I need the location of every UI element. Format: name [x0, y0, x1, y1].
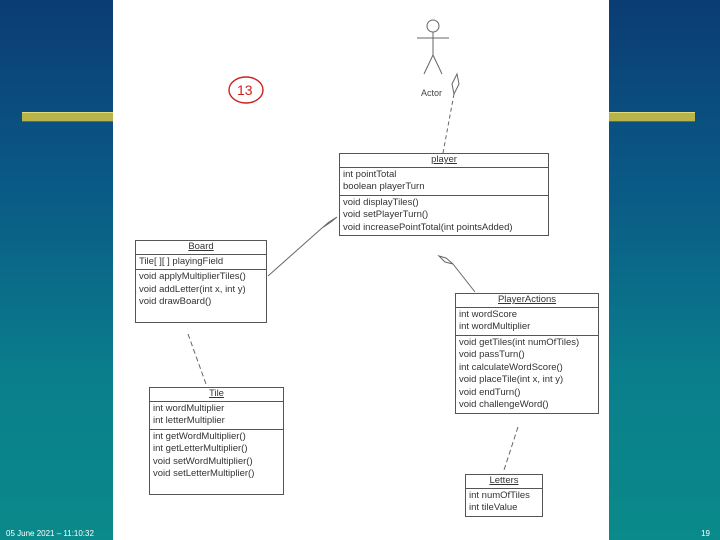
- methods-section: [456, 336, 598, 413]
- actor-left-leg: [424, 55, 433, 74]
- method: void setPlayerTurn(): [343, 209, 429, 220]
- actor-player-link: [443, 94, 454, 153]
- playeractions-letters-link: [504, 427, 518, 470]
- method: int calculateWordScore(): [459, 361, 563, 373]
- attributes-section: [456, 308, 598, 336]
- method-empty: [139, 309, 263, 321]
- class-board: [135, 240, 267, 323]
- method: void setLetterMultiplier(): [153, 468, 255, 479]
- methods-section: [136, 270, 266, 322]
- class-name: Letters: [466, 475, 542, 489]
- slide-number: 19: [701, 529, 710, 538]
- right-decorative-band: [609, 112, 695, 122]
- actor-right-leg: [433, 55, 442, 74]
- method: void displayTiles(): [343, 196, 419, 208]
- methods-section: [150, 430, 283, 494]
- page-annotation-number: 13: [237, 82, 253, 98]
- footer-date: 05 June 2021 – 11:10:32: [6, 529, 94, 538]
- class-name: player: [340, 154, 548, 168]
- board-player-link: [268, 228, 322, 276]
- method: void addLetter(int x, int y): [139, 283, 246, 295]
- attribute: boolean playerTurn: [343, 181, 425, 192]
- class-player-actions: [455, 293, 599, 414]
- attribute: Tile[ ][ ] playingField: [139, 255, 224, 267]
- method: void passTurn(): [459, 349, 525, 360]
- attributes-section: [340, 168, 548, 196]
- method: void challengeWord(): [459, 399, 549, 410]
- attributes-section: [466, 489, 542, 516]
- method: void drawBoard(): [139, 296, 212, 307]
- attribute: int wordMultiplier: [153, 402, 225, 414]
- class-letters: [465, 474, 543, 517]
- attribute: int wordScore: [459, 308, 518, 320]
- method: void getTiles(int numOfTiles): [459, 336, 580, 348]
- method: void endTurn(): [459, 386, 521, 398]
- attribute: int pointTotal: [343, 168, 397, 180]
- method-empty: [153, 481, 280, 493]
- left-decorative-band: [22, 112, 114, 122]
- attribute: int tileValue: [469, 502, 518, 513]
- attribute: int numOfTiles: [469, 489, 530, 501]
- attribute: int wordMultiplier: [459, 321, 531, 332]
- method: void setWordMultiplier(): [153, 455, 253, 467]
- class-name: Board: [136, 241, 266, 255]
- actor-aggregation-diamond: [452, 74, 459, 94]
- player-actions-diamond: [439, 256, 453, 264]
- class-name: PlayerActions: [456, 294, 598, 308]
- attribute: int letterMultiplier: [153, 415, 225, 426]
- board-player-diamond: [322, 217, 337, 228]
- player-playeractions-link: [453, 264, 475, 292]
- board-tile-link: [188, 334, 206, 384]
- class-tile: [149, 387, 284, 495]
- class-player: [339, 153, 549, 236]
- method: int getWordMultiplier(): [153, 430, 246, 442]
- actor-head: [427, 20, 439, 32]
- methods-section: [340, 196, 548, 236]
- attributes-section: [150, 402, 283, 430]
- scanned-diagram-page: [113, 0, 609, 540]
- method: void placeTile(int x, int y): [459, 374, 564, 385]
- class-name: Tile: [150, 388, 283, 402]
- attributes-section: [136, 255, 266, 271]
- method: void increasePointTotal(int pointsAdded): [343, 221, 513, 233]
- method: void applyMultiplierTiles(): [139, 271, 246, 282]
- method: int getLetterMultiplier(): [153, 443, 248, 454]
- actor-label: Actor: [421, 88, 443, 98]
